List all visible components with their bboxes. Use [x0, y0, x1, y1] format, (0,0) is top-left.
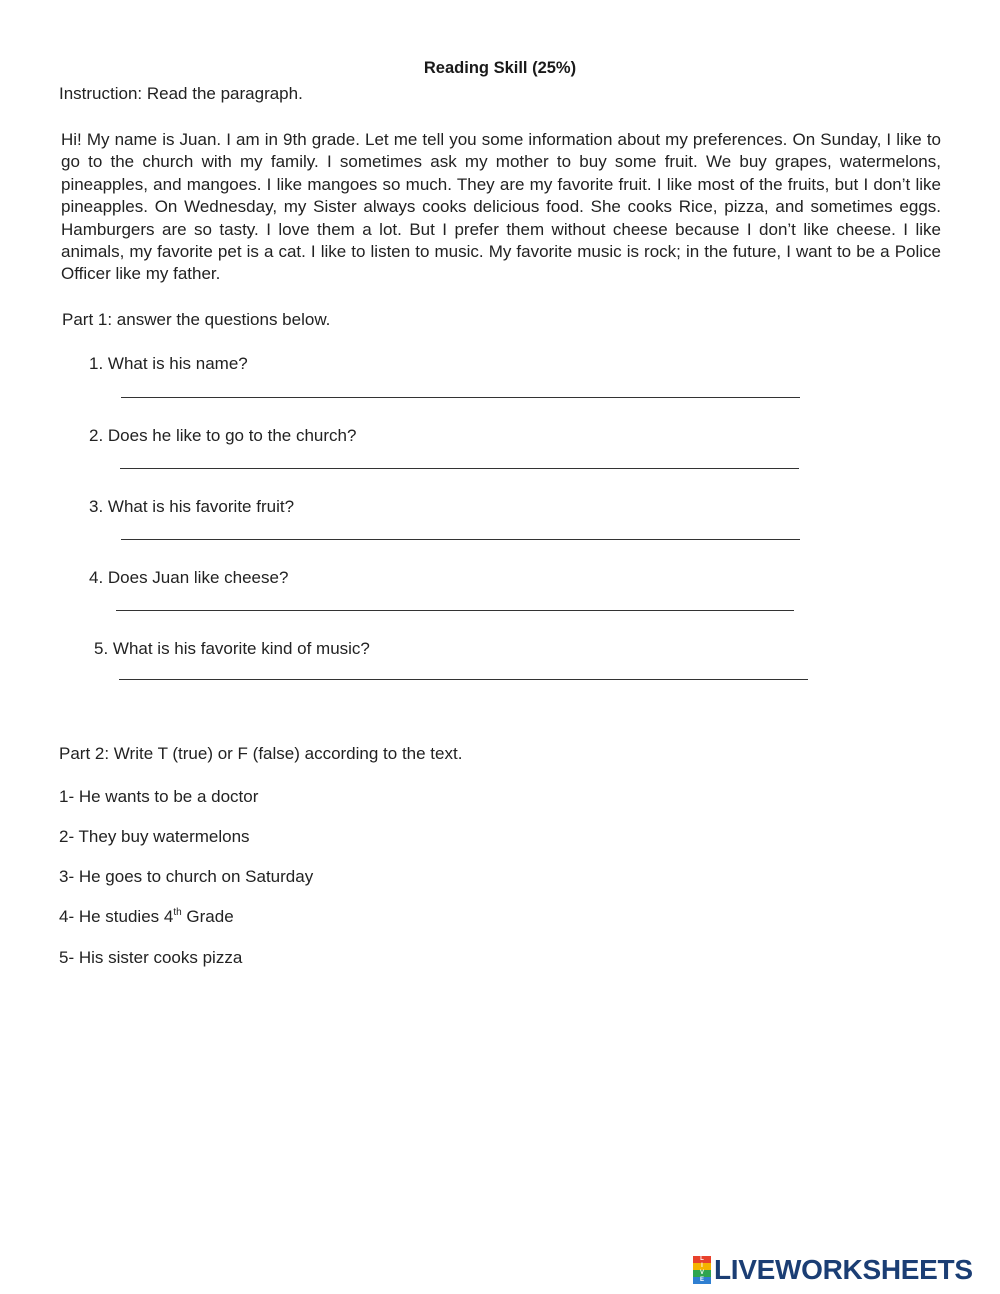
- liveworksheets-logo: [693, 1256, 973, 1284]
- statement-5: 5- His sister cooks pizza: [59, 948, 243, 967]
- instruction-text: Instruction: Read the paragraph.: [59, 84, 303, 103]
- question-4: 4. Does Juan like cheese?: [89, 568, 289, 587]
- question-2: 2. Does he like to go to the church?: [89, 426, 357, 445]
- answer-line-2[interactable]: [120, 468, 799, 469]
- logo-mark-i: I: [693, 1263, 711, 1270]
- statement-4-text: 4- He studies 4: [59, 907, 174, 926]
- question-1: 1. What is his name?: [89, 354, 248, 373]
- part1-heading: Part 1: answer the questions below.: [62, 310, 331, 329]
- statement-4-superscript: th: [173, 907, 182, 918]
- reading-paragraph: Hi! My name is Juan. I am in 9th grade. Let me tell you some information about my preferences. On Sunday, I like to go to the church with my family. I sometimes ask my mother to buy some fruit. We buy grapes, watermelons, pineapples, and mangoes. I like mangoes so much. They are my favorite fruit. I like most of the fruits, but I don’t like pineapples. On Wednesday, my Sister always cooks delicious food. She cooks Rice, pizza, and sometimes eggs. Hamburgers are so tasty. I love them a lot. But I prefer them without cheese because I don’t like cheese. I like animals, my favorite pet is a cat. I like to listen to music. My favorite music is rock; in the future, I want to be a Police Officer like my father.: [61, 130, 941, 284]
- logo-mark-e: E: [693, 1277, 711, 1284]
- statement-1: 1- He wants to be a doctor: [59, 787, 259, 806]
- answer-line-1[interactable]: [121, 397, 800, 398]
- statement-4-suffix: Grade: [181, 907, 234, 926]
- answer-line-4[interactable]: [116, 610, 794, 611]
- answer-line-5[interactable]: [119, 679, 808, 680]
- statement-3: 3- He goes to church on Saturday: [59, 867, 314, 886]
- logo-mark-l: L: [693, 1256, 711, 1263]
- statement-4: [59, 907, 234, 927]
- logo-mark-v: V: [693, 1270, 711, 1277]
- statement-2: 2- They buy watermelons: [59, 827, 250, 846]
- worksheet-title: Reading Skill (25%): [423, 59, 577, 77]
- liveworksheets-logo-icon: [693, 1256, 711, 1284]
- answer-line-3[interactable]: [121, 539, 800, 540]
- liveworksheets-logo-text: LIVEWORKSHEETS: [714, 1254, 973, 1285]
- question-5: 5. What is his favorite kind of music?: [94, 639, 370, 658]
- part2-heading: Part 2: Write T (true) or F (false) according to the text.: [59, 744, 463, 763]
- question-3: 3. What is his favorite fruit?: [89, 497, 295, 516]
